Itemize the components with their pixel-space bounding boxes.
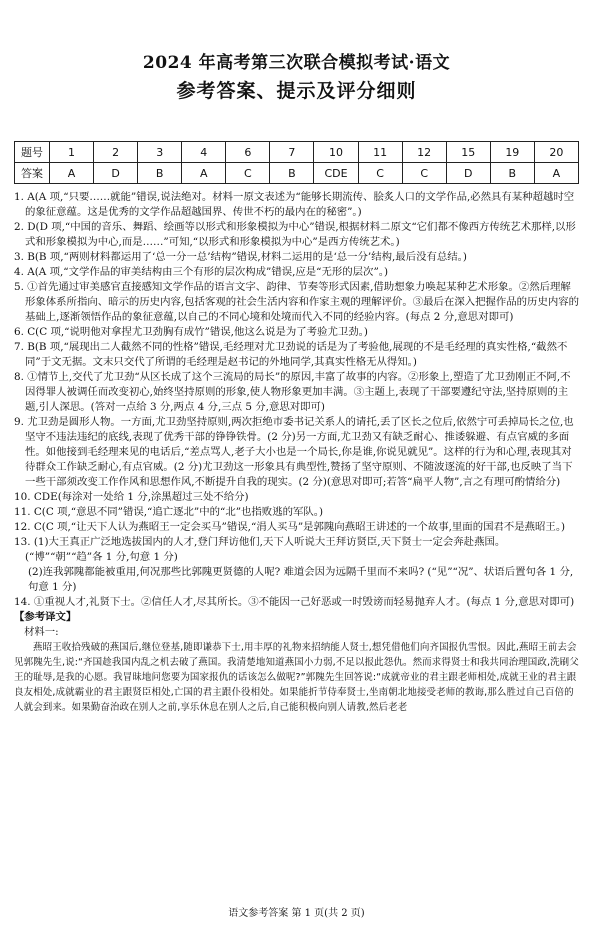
answer-item: 9. 尤卫劲是圆形人物。一方面,尤卫劲坚持原则,两次拒绝市委书记关系人的请托,丢了区长之位后,依然宁可丢掉局长之位,也坚守不违法违纪的底线,表现了优秀干部的铮铮铁骨。(2 分)另一方面,尤卫劲又有缺乏耐心、推诿躲避、有点官威的多面性。如他接到毛经理来见的电话后,“差点骂人,老子大小也是一个局长,你是谁,你说见就见”。这样的行为和心理,表现其对待群众工作缺乏耐心,有点官威。(2 分)尤卫劲这一形象具有典型性,赞扬了坚守原则、不随波逐流的好干部,也反映了当下一些干部须改变工作作风和思想作风,不断提升自我的现实。(2 分)(意思对即可;若答“扁平人物”,言之有理可酌情给分) bbox=[14, 416, 574, 488]
answer-item: 7. B(B 项,“展现出二人截然不同的性格”错误,毛经理对尤卫劲说的话是为了考验他,展现的不是毛经理的真实性格,“截然不同”于文无据。文末只交代了所谓的毛经理是赵书记的外地同学,其真实性格无从得知。) bbox=[14, 341, 568, 368]
answer-table-row-label: 答案 bbox=[15, 163, 50, 184]
answer-cell: B bbox=[270, 163, 314, 184]
question-number: 12 bbox=[402, 142, 446, 163]
answer-item: 4. A(A 项,“文学作品的审美结构由三个有形的层次构成”错误,应是“无形的层次”。) bbox=[14, 266, 389, 278]
answer-item: 3. B(B 项,“两则材料都运用了‘总一分一总’结构”错误,材料二运用的是‘总一分’结构,最后没有总结。) bbox=[14, 251, 467, 263]
answer-item: 11. C(C 项,“意思不同”错误,“追亡逐北”中的“北”也指败逃的军队。) bbox=[14, 506, 324, 518]
question-number: 1 bbox=[50, 142, 94, 163]
page-subtitle: 参考答案、提示及评分细则 bbox=[176, 80, 417, 102]
answer-item: 5. ①首先通过审美感官直接感知文学作品的语言文字、韵律、节奏等形式因素,借助想象力唤起某种艺术形象。②然后理解形象体系所指向、暗示的历史内容,包括客观的社会生活内容和作家主观的理解评价。③最后在深入把握作品的历史内容的基础上,逐渐领悟作品的象征意蕴,以自己的不同心境和处境而代入不同的经验内容。(每点 2 分,意思对即可) bbox=[14, 281, 580, 323]
answer-item: (2)连我郭隗都能被重用,何况那些比郭隗更贤德的人呢? 难道会因为远隔千里而不来吗? (“见”“况”、状语后置句各 1 分,句意 1 分) bbox=[28, 566, 574, 593]
answer-item: 6. C(C 项,“说明他对拿捏尤卫劲胸有成竹”错误,他这么说是为了考验尤卫劲。) bbox=[14, 326, 368, 338]
answer-cell: A bbox=[534, 163, 578, 184]
answer-cell: D bbox=[94, 163, 138, 184]
question-number: 3 bbox=[138, 142, 182, 163]
answer-table-number-row bbox=[15, 142, 579, 163]
answer-cell: A bbox=[182, 163, 226, 184]
page-title: 2024 年高考第三次联合模拟考试·语文 bbox=[142, 53, 451, 73]
answer-item: 10. CDE(每涂对一处给 1 分,涂黑超过三处不给分) bbox=[14, 491, 249, 503]
answer-item: 14. ①重视人才,礼贤下士。②信任人才,尽其所长。③不能因一己好恶或一时毁谤而轻易抛弃人才。(每点 1 分,意思对即可) bbox=[14, 596, 575, 608]
answer-explanations bbox=[14, 190, 579, 715]
translation-text: 燕昭王收拾残破的燕国后,继位登基,随即谦恭下士,用丰厚的礼物来招纳能人贤士,想凭借他们向齐国报仇雪恨。因此,燕昭王前去会见郭隗先生,说:“齐国趁我国内乱之机去破了燕国。我清楚地知道燕国小力弱,不足以报此怨仇。然而求得贤士和我共同治理国政,洗刷父王的耻辱,是我的心愿。我冒昧地问您要为国家报仇的话该怎么做呢?”郭隗先生回答说:“成就帝业的君主跟老师相处,成就王业的君主跟良友相处,成就霸业的君主跟贤臣相处,亡国的君主跟仆役相处。如果能折节侍奉贤士,坐南朝北地接受老师的教诲,那么胜过自己百倍的人就会到来。如果勤奋治政在别人之前,享乐休息在别人之后,自己能积极向别人请教,然后老老 bbox=[14, 642, 579, 713]
answer-cell: C bbox=[358, 163, 402, 184]
answer-table-row-label: 题号 bbox=[15, 142, 50, 163]
answer-item: 12. C(C 项,“让天下人认为燕昭王一定会买马”错误,“涓人买马”是郭隗向燕昭王讲述的一个故事,里面的国君不是燕昭王。) bbox=[14, 521, 566, 533]
answer-item: 1. A(A 项,“只要……就能”错误,说法绝对。材料一原文表述为“能够长期流传、脍炙人口的文学作品,必然具有某种超越时空的象征意蕴。这是优秀的文学作品超越国界、传世不朽的最内在的秘密”。) bbox=[14, 191, 575, 218]
answer-cell: B bbox=[138, 163, 182, 184]
answer-item: 8. ①情节上,交代了尤卫劲“从区长成了这个三流局的局长”的原因,丰富了故事的内容。②形象上,塑造了尤卫劲刚正不阿,不因得罪人被调任而改变初心,始终坚持原则的形象,使人物形象更加丰满。③主题上,表现了干部要遵纪守法,坚持原则的主题,引人深思。(答对一点给 3 分,两点 4 分,三点 5 分,意思对即可) bbox=[14, 371, 571, 413]
question-number: 2 bbox=[94, 142, 138, 163]
page-footer: 语文参考答案 第 1 页(共 2 页) bbox=[228, 908, 365, 919]
question-number: 10 bbox=[314, 142, 358, 163]
question-number: 20 bbox=[534, 142, 578, 163]
question-number: 19 bbox=[490, 142, 534, 163]
question-number: 6 bbox=[226, 142, 270, 163]
answer-cell: A bbox=[50, 163, 94, 184]
answer-item: 13. (1)大王真正广泛地选拔国内的人才,登门拜访他们,天下人听说大王拜访贤臣,天下贤士一定会奔赴燕国。(“博”“朝”“趋”各 1 分,句意 1 分) bbox=[14, 536, 506, 563]
answer-cell: D bbox=[446, 163, 490, 184]
answer-cell: CDE bbox=[314, 163, 358, 184]
question-number: 15 bbox=[446, 142, 490, 163]
answer-cell: C bbox=[402, 163, 446, 184]
material-label: 材料一: bbox=[24, 626, 59, 638]
answer-table bbox=[14, 141, 579, 184]
answer-item: 2. D(D 项,“中国的音乐、舞蹈、绘画等以形式和形象模拟为中心”错误,根据材料二原文“它们都不像西方传统艺术那样,以形式和形象模拟为中心,而是……”可知,“以形式和形象模拟为中心”是西方传统艺术。) bbox=[14, 221, 576, 248]
answer-cell: C bbox=[226, 163, 270, 184]
answer-cell: B bbox=[490, 163, 534, 184]
answer-table-answer-row bbox=[15, 163, 579, 184]
reference-translation-heading: 【参考译文】 bbox=[14, 611, 77, 623]
question-number: 7 bbox=[270, 142, 314, 163]
question-number: 11 bbox=[358, 142, 402, 163]
question-number: 4 bbox=[182, 142, 226, 163]
